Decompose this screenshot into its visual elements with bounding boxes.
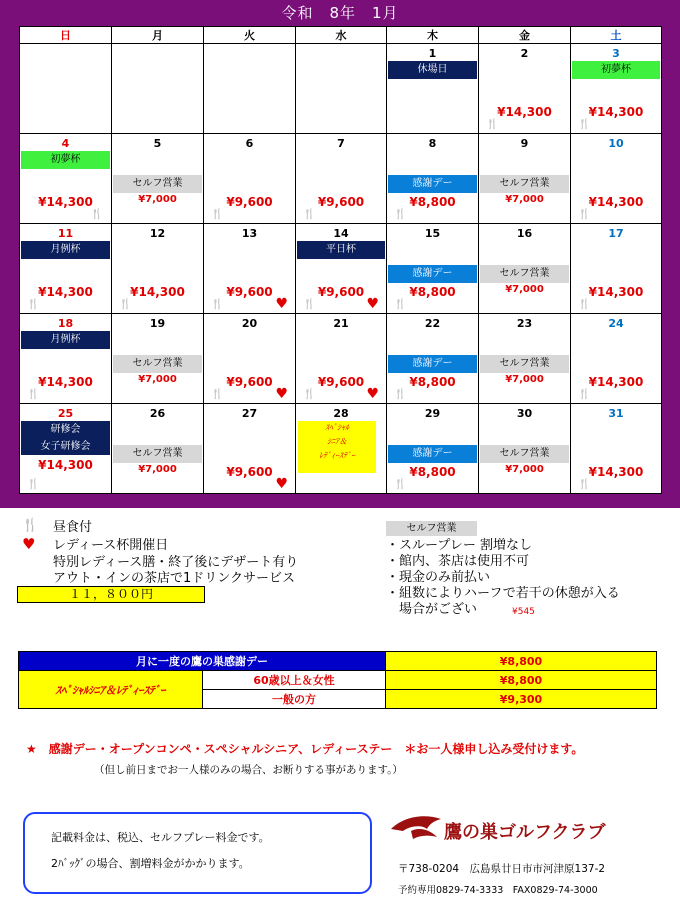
weekday-header: 火 <box>204 27 296 44</box>
meal-icon: 🍴 <box>394 209 406 220</box>
day-price: ¥7,000 <box>505 464 544 475</box>
day-price: ¥14,300 <box>588 195 644 209</box>
calendar-day <box>296 44 387 134</box>
club-contact: 予約専用0829-74-3333 FAX0829-74-3000 <box>398 885 598 896</box>
calendar-day <box>571 44 662 134</box>
day-number: 6 <box>245 137 254 150</box>
day-price: ¥9,600 <box>226 285 273 299</box>
day-price: ¥14,300 <box>38 375 93 389</box>
self-rule-2: ・館内、茶店は使用不可 <box>386 554 530 569</box>
day-number: 30 <box>516 407 533 420</box>
day-number: 16 <box>516 227 533 240</box>
thanks-day-label: 月に一度の鷹の巣感謝デー <box>19 652 386 671</box>
calendar-day <box>204 404 296 494</box>
day-price: ¥8,800 <box>409 285 456 299</box>
event-line: 感謝デー <box>412 448 453 459</box>
event-badge <box>480 175 569 193</box>
day-number: 24 <box>608 317 624 330</box>
event-line: 初夢杯 <box>601 64 631 75</box>
self-legend-label: セルフ営業 <box>386 521 477 536</box>
ladies-cup-legend: レディース杯開催日 <box>53 538 169 553</box>
event-badge <box>113 445 202 463</box>
calendar-day <box>571 134 662 224</box>
self-rule-4: ・組数によりハーフで若干の休憩が入る <box>386 586 620 601</box>
weekday-header: 水 <box>296 27 387 44</box>
event-badge <box>480 355 569 373</box>
calendar-day <box>387 134 479 224</box>
meal-icon: 🍴 <box>27 299 39 310</box>
self-rule-price: ¥545 <box>512 607 535 617</box>
calendar-day <box>296 314 387 404</box>
day-number: 17 <box>608 227 624 240</box>
calendar-day <box>479 314 571 404</box>
day-price: ¥9,600 <box>226 195 273 209</box>
calendar-day <box>204 44 296 134</box>
calendar-day <box>296 134 387 224</box>
club-address: 〒738-0204 広島県廿日市市河津原137-2 <box>398 863 606 875</box>
heart-icon: ♥ <box>366 296 379 312</box>
event-badge <box>21 151 110 169</box>
event-line: 感謝デー <box>412 358 453 369</box>
calendar-day <box>296 404 387 494</box>
day-number: 28 <box>333 407 349 420</box>
day-price: ¥14,300 <box>588 375 644 389</box>
day-number: 22 <box>424 317 441 330</box>
day-number: 23 <box>516 317 533 330</box>
calendar-day <box>571 404 662 494</box>
self-rule-1: ・スループレー 割増なし <box>386 538 532 553</box>
heart-icon: ♥ <box>275 296 288 312</box>
calendar-day <box>204 224 296 314</box>
day-price: ¥9,600 <box>226 375 273 389</box>
ladies-price-box: １１，８００円 <box>17 586 205 603</box>
meal-icon: 🍴 <box>211 299 223 310</box>
day-number: 18 <box>57 317 74 330</box>
calendar-day <box>571 224 662 314</box>
calendar-day <box>387 44 479 134</box>
calendar-day <box>387 314 479 404</box>
day-number: 2 <box>520 47 529 60</box>
info-line-1: 記載料金は、税込、セルフプレー料金です。 <box>51 831 270 844</box>
meal-legend-icon: 🍴 <box>22 518 39 533</box>
meal-icon: 🍴 <box>27 389 39 400</box>
calendar-day <box>204 134 296 224</box>
calendar-table <box>19 26 662 494</box>
event-badge <box>388 175 477 193</box>
day-number: 10 <box>608 137 624 150</box>
event-line: セルフ営業 <box>132 448 183 459</box>
self-rule-5: 場合がござい <box>399 602 478 617</box>
calendar-day <box>112 404 204 494</box>
general-label: 一般の方 <box>203 690 386 709</box>
day-price: ¥14,300 <box>38 458 93 472</box>
meal-icon: 🍴 <box>578 209 590 220</box>
meal-icon: 🍴 <box>394 299 406 310</box>
day-price: ¥14,300 <box>38 285 93 299</box>
pricing-table <box>18 651 657 709</box>
weekday-header: 木 <box>387 27 479 44</box>
day-price: ¥9,600 <box>317 285 365 299</box>
meal-icon: 🍴 <box>90 209 102 220</box>
day-price: ¥9,600 <box>226 465 273 479</box>
event-badge <box>21 241 110 259</box>
day-number: 1 <box>428 47 437 60</box>
day-price: ¥8,800 <box>409 195 456 209</box>
day-price: ¥14,300 <box>588 285 644 299</box>
heart-icon: ♥ <box>275 386 288 402</box>
calendar-day <box>479 134 571 224</box>
heart-icon: ♥ <box>275 476 288 492</box>
heart-icon: ♥ <box>366 386 379 402</box>
day-price: ¥9,600 <box>317 375 365 389</box>
event-line: セルフ営業 <box>499 448 550 459</box>
heart-legend-icon: ♥ <box>22 535 36 553</box>
event-badge <box>21 421 110 455</box>
event-line: ﾚﾃﾞｨｰｽﾃﾞｰ <box>319 451 355 460</box>
event-line: ｽﾍﾟｼｬﾙ <box>325 423 349 432</box>
general-price: ¥9,300 <box>386 690 657 709</box>
meal-legend-text: 昼食付 <box>53 520 93 535</box>
event-line: セルフ営業 <box>499 358 550 369</box>
calendar-day <box>20 134 112 224</box>
day-price: ¥7,000 <box>138 374 177 385</box>
calendar-day <box>296 224 387 314</box>
day-price: ¥7,000 <box>505 194 544 205</box>
event-line: セルフ営業 <box>499 268 550 279</box>
meal-icon: 🍴 <box>303 299 315 310</box>
calendar-day <box>571 314 662 404</box>
calendar-day <box>20 44 112 134</box>
calendar-day <box>112 314 204 404</box>
weekday-header: 日 <box>20 27 112 44</box>
thanks-day-price: ¥8,800 <box>386 652 657 671</box>
event-line: セルフ営業 <box>132 358 183 369</box>
day-price: ¥14,300 <box>497 105 552 119</box>
day-number: 3 <box>612 47 620 60</box>
club-name: 鷹の巣ゴルフクラブ <box>444 822 606 843</box>
meal-icon: 🍴 <box>27 479 39 490</box>
calendar-title: 令和 8年 1月 <box>281 4 399 22</box>
event-line: 平日杯 <box>326 244 356 255</box>
calendar-day <box>112 224 204 314</box>
day-number: 15 <box>424 227 441 240</box>
calendar-day <box>20 314 112 404</box>
event-badge <box>388 445 477 463</box>
special-day-label: ｽﾍﾟｼｬﾙｼﾆｱ＆ﾚﾃﾞｨｰｽﾃﾞｰ <box>19 671 203 709</box>
event-badge <box>388 61 477 79</box>
day-price: ¥14,300 <box>38 195 93 209</box>
event-line: 初夢杯 <box>50 154 81 165</box>
day-number: 7 <box>337 137 345 150</box>
day-number: 5 <box>153 137 162 150</box>
meal-icon: 🍴 <box>486 119 498 130</box>
day-number: 19 <box>149 317 166 330</box>
event-line: 月例杯 <box>50 244 81 255</box>
day-number: 4 <box>61 137 70 150</box>
day-price: ¥14,300 <box>588 105 644 119</box>
day-price: ¥8,800 <box>409 465 456 479</box>
day-number: 9 <box>520 137 529 150</box>
day-number: 25 <box>57 407 74 420</box>
weekday-header: 金 <box>479 27 571 44</box>
day-price: ¥7,000 <box>138 194 177 205</box>
meal-icon: 🍴 <box>578 299 590 310</box>
meal-icon: 🍴 <box>119 299 131 310</box>
meal-icon: 🍴 <box>578 119 590 130</box>
info-box <box>23 812 372 894</box>
day-number: 14 <box>333 227 349 240</box>
day-price: ¥7,000 <box>505 374 544 385</box>
event-badge <box>480 265 569 283</box>
calendar-day <box>112 44 204 134</box>
event-line: ｼﾆｱ＆ <box>327 437 347 446</box>
meal-icon: 🍴 <box>303 389 315 400</box>
day-number: 29 <box>424 407 441 420</box>
event-badge <box>21 331 110 349</box>
event-line: 感謝デー <box>412 178 453 189</box>
calendar-day <box>387 224 479 314</box>
day-price: ¥7,000 <box>505 284 544 295</box>
meal-icon: 🍴 <box>211 389 223 400</box>
info-line-2: 2ﾊﾞｯｸﾞの場合、割増料金がかかります。 <box>51 857 250 870</box>
senior-women-price: ¥8,800 <box>386 671 657 690</box>
calendar-day <box>387 404 479 494</box>
day-number: 21 <box>333 317 349 330</box>
day-price: ¥14,300 <box>588 465 644 479</box>
day-number: 8 <box>428 137 437 150</box>
meal-icon: 🍴 <box>394 389 406 400</box>
special-meal-legend: 特別レディース膳・終了後にデザート有り <box>53 555 299 570</box>
day-number: 11 <box>57 227 74 240</box>
calendar-day <box>20 224 112 314</box>
calendar-day <box>204 314 296 404</box>
day-number: 26 <box>149 407 166 420</box>
day-number: 12 <box>149 227 166 240</box>
event-line: セルフ営業 <box>499 178 550 189</box>
meal-icon: 🍴 <box>394 479 406 490</box>
day-price: ¥8,800 <box>409 375 456 389</box>
event-line: 休場日 <box>417 64 448 75</box>
event-line: 女子研修会 <box>40 441 91 452</box>
event-badge <box>572 61 660 79</box>
event-badge <box>113 355 202 373</box>
event-badge <box>388 265 477 283</box>
event-badge <box>388 355 477 373</box>
notice-subnote: （但し前日までお一人様のみの場合、お断りする事があります。） <box>94 764 403 776</box>
notice-text: ★ 感謝デー・オープンコンペ・スペシャルシニア、レディーステー ＊お一人様申し込み受付けます。 <box>26 742 584 756</box>
day-price: ¥9,600 <box>317 195 365 209</box>
calendar-day <box>20 404 112 494</box>
event-line: 研修会 <box>50 424 81 435</box>
day-number: 13 <box>241 227 258 240</box>
meal-icon: 🍴 <box>303 209 315 220</box>
senior-women-label: 60歳以上＆女性 <box>203 671 386 690</box>
meal-icon: 🍴 <box>578 479 590 490</box>
calendar-day <box>479 44 571 134</box>
meal-icon: 🍴 <box>211 209 223 220</box>
day-number: 27 <box>241 407 258 420</box>
calendar-day <box>112 134 204 224</box>
day-price: ¥7,000 <box>138 464 177 475</box>
weekday-header: 月 <box>112 27 204 44</box>
self-rule-3: ・現金のみ前払い <box>386 570 491 585</box>
event-badge <box>297 241 385 259</box>
calendar-day <box>479 224 571 314</box>
meal-icon: 🍴 <box>578 389 590 400</box>
drink-legend: アウト・インの茶店で1ドリンクサービス <box>53 571 296 586</box>
event-line: 月例杯 <box>50 334 81 345</box>
calendar-day <box>479 404 571 494</box>
day-number: 31 <box>608 407 624 420</box>
event-badge <box>480 445 569 463</box>
weekday-header: 土 <box>571 27 662 44</box>
day-number: 20 <box>241 317 258 330</box>
event-badge <box>298 421 376 473</box>
day-price: ¥14,300 <box>130 285 185 299</box>
event-line: セルフ営業 <box>132 178 183 189</box>
event-badge <box>113 175 202 193</box>
event-line: 感謝デー <box>412 268 453 279</box>
